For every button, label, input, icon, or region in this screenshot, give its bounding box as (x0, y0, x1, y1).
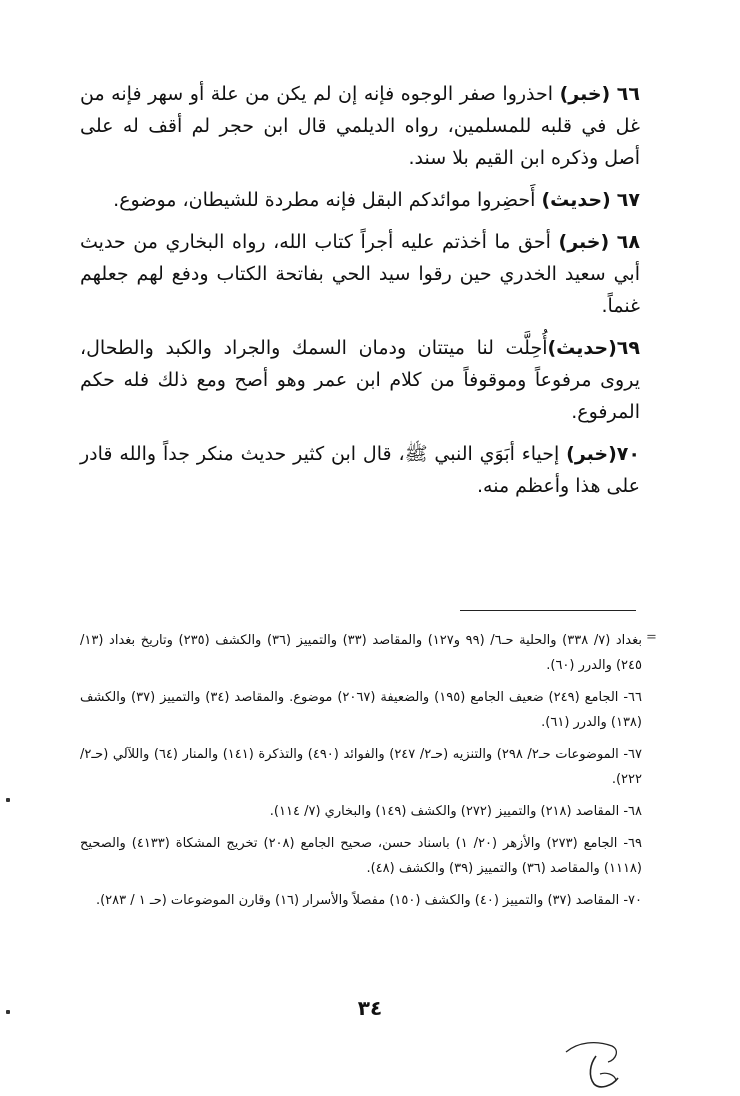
footnote-69: ٦٩- الجامع (٢٧٣) والأزهر (٢٠/ ١) باسناد حسن، صحيح الجامع (٢٠٨) تخريج المشكاة (٤١٣٣) والصحيح (١١١٨) والمقاصد (٣٦) والتمييز (٣٩) والكشف (٤٨). (80, 836, 642, 876)
scan-speck (6, 798, 10, 802)
entry-number: ٧٠ (616, 443, 640, 465)
footnote-70: ٧٠- المقاصد (٣٧) والتمييز (٤٠) والكشف (١٥٠) مفصلاً والأسرار (١٦) وقارن الموضوعات (حـ ١ / ٢٨٣). (95, 893, 642, 908)
entry-number: ٦٩ (616, 337, 640, 359)
page-number: ٣٤ (357, 996, 383, 1020)
entry-text: احذروا صفر الوجوه فإنه إن لم يكن من علة أو سهر فإنه من غل في قلبه للمسلمين، رواه الديلمي قال ابن حجر لم أقف له على أصل وذكره ابن القيم بلا سند. (80, 83, 640, 169)
footnotes (80, 628, 642, 920)
footnote-66: ٦٦- الجامع (٢٤٩) ضعيف الجامع (١٩٥) والضعيفة (٢٠٦٧) موضوع. والمقاصد (٣٤) والتمييز (٣٧) والكشف (١٣٨) والدرر (٦١). (80, 690, 643, 730)
entry-kind: (خبر) (558, 231, 610, 253)
entry-kind: (خبر) (566, 443, 617, 465)
footnote-divider (460, 610, 636, 611)
entry-68 (80, 226, 640, 322)
entry-kind: (خبر) (559, 83, 611, 105)
entry-number: ٦٦ (616, 83, 640, 105)
entry-text: إحياء أبَوَي النبي ﷺ، قال ابن كثير حديث منكر جداً والله قادر على هذا وأعظم منه. (80, 443, 640, 497)
scan-speck (6, 1010, 10, 1014)
entry-text: أَحضِروا موائدكم البقل فإنه مطردة للشيطان، موضوع. (113, 189, 536, 211)
footnote-67: ٦٧- الموضوعات حـ٢/ ٢٩٨) والتنزيه (حـ٢/ ٢٤٧) والفوائد (٤٩٠) والتذكرة (١٤١) والمنار (٦٤) واللآلي (حـ٢/ ٢٢٢). (80, 747, 643, 787)
entry-67 (80, 184, 640, 216)
entry-text: أحق ما أخذتم عليه أجراً كتاب الله، رواه البخاري من حديث أبي سعيد الخدري حين رقوا سيد الحي بفاتحة الكتاب ودفع لهم جعلهم غنماً. (80, 231, 640, 317)
footnote-continued: بغداد (٧/ ٣٣٨) والحلية حـ٦/ (٩٩ و١٢٧) والمقاصد (٣٣) والتمييز (٣٦) والكشف (٢٣٥) وتاريخ بغداد (١٣/ ٢٤٥) والدرر (٦٠). (80, 633, 642, 673)
footnote-68: ٦٨- المقاصد (٢١٨) والتمييز (٢٧٢) والكشف (١٤٩) والبخاري (٧/ ١١٤). (269, 804, 642, 819)
entry-kind: (حديث) (541, 189, 611, 211)
entry-text: أُحِلَّت لنا ميتتان ودمان السمك والجراد والكبد والطحال، يروى مرفوعاً وموقوفاً من كلام ابن عمر وهو أصح ومع ذلك فله حكم المرفوع. (80, 337, 640, 423)
entry-number: ٦٧ (616, 189, 640, 211)
entry-66 (80, 78, 640, 174)
entry-69 (80, 332, 640, 428)
footnote-continuation-mark: = (646, 630, 657, 645)
entry-kind: (حديث) (547, 337, 617, 359)
main-text-body (80, 78, 640, 512)
entry-70 (80, 438, 640, 502)
entry-number: ٦٨ (616, 231, 640, 253)
handwritten-mark (556, 1034, 636, 1094)
